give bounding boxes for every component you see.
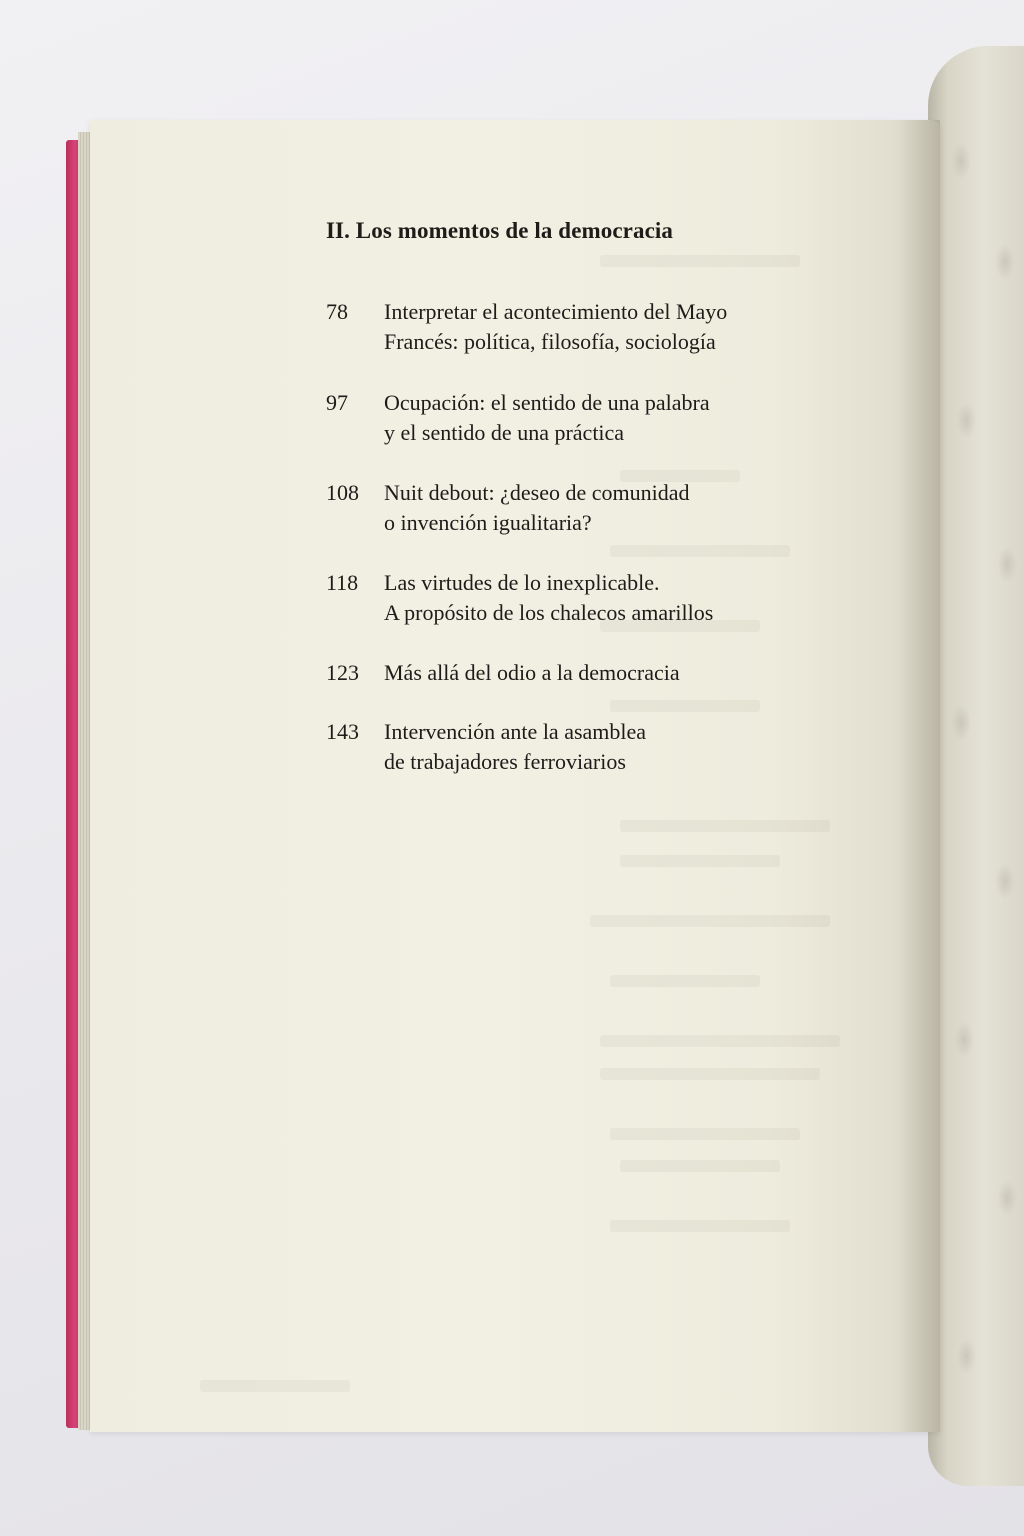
toc-line: de trabajadores ferroviarios (384, 749, 626, 774)
toc-entry-title (384, 297, 804, 357)
toc-line: Las virtudes de lo inexplicable. (384, 570, 660, 595)
toc-page-number: 78 (326, 299, 348, 324)
section-title: II. Los momentos de la democracia (326, 218, 673, 243)
toc-line: Francés: política, filosofía, sociología (384, 329, 716, 354)
toc-page-number: 97 (326, 390, 348, 415)
toc-line: o invención igualitaria? (384, 510, 592, 535)
toc-line: Ocupación: el sentido de una palabra (384, 390, 710, 415)
toc-page-number: 143 (326, 719, 359, 744)
toc-line: Intervención ante la asamblea (384, 719, 647, 744)
table-of-contents (90, 120, 940, 1432)
toc-page-number: 108 (326, 480, 359, 505)
toc-line: Interpretar el acontecimiento del Mayo (384, 299, 728, 324)
toc-line: y el sentido de una práctica (384, 420, 625, 445)
toc-entry-title (384, 568, 804, 628)
toc-entry-title (384, 717, 804, 777)
toc-entry-title (384, 388, 804, 448)
toc-line: Nuit debout: ¿deseo de comunidad (384, 480, 690, 505)
toc-line: A propósito de los chalecos amarillos (384, 600, 714, 625)
toc-line: Más allá del odio a la democracia (384, 660, 680, 685)
toc-page-number: 118 (326, 570, 359, 595)
facing-page-curl (928, 46, 1024, 1486)
toc-page-number: 123 (326, 660, 359, 685)
toc-entry-title (384, 478, 804, 538)
toc-entry-title (384, 658, 804, 688)
